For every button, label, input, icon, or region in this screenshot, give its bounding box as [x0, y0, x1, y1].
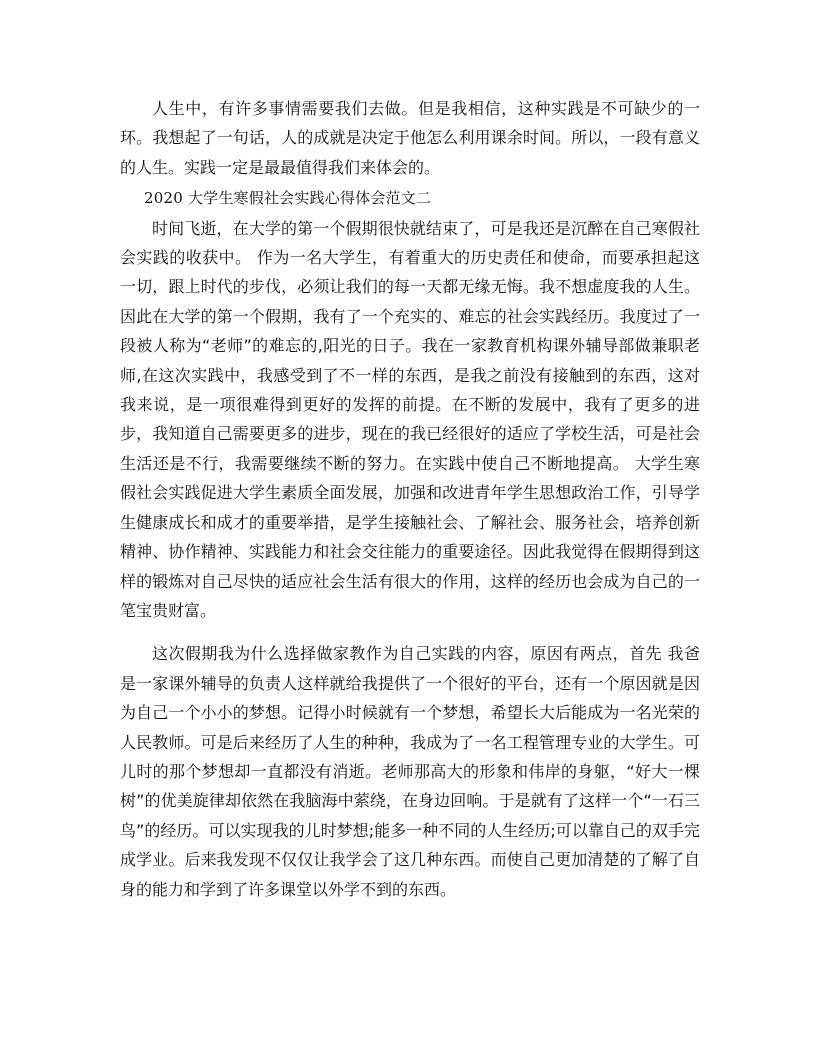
document-body	[120, 94, 700, 904]
paragraph-1: 人生中，有许多事情需要我们去做。但是我相信，这种实践是不可缺少的一环。我想起了一句话，人的成就是决定于他怎么利用课余时间。所以，一段有意义的人生。实践一定是最最值得我们来体会的。	[120, 99, 700, 177]
paragraph-2: 时间飞逝，在大学的第一个假期很快就结束了，可是我还是沉醉在自己寒假社会实践的收获中。 作为一名大学生，有着重大的历史责任和使命，而要承担起这一切，跟上时代的步伐，必须让我们的每一天都无缘无悔。我不想虚度我的人生。因此在大学的第一个假期，我有了一个充实的、难忘的社会实践经历。我度过了一段被人称为“老师”的难忘的,阳光的日子。我在一家教育机构课外辅导部做兼职老师,在这次实践中，我感受到了不一样的东西，是我之前没有接触到的东西，这对我来说，是一项很难得到更好的发挥的前提。在不断的发展中，我有了更多的进步，我知道自己需要更多的进步，现在的我已经很好的适应了学校生活，可是社会生活还是不行，我需要继续不断的努力。在实践中使自己不断地提高。 大学生寒假社会实践促进大学生素质全面发展，加强和改进青年学生思想政治工作，引导学生健康成长和成才的重要举措，是学生接触社会、了解社会、服务社会，培养创新精神、协作精神、实践能力和社会交往能力的重要途径。因此我觉得在假期得到这样的锻炼对自己尽快的适应社会生活有很大的作用，这样的经历也会成为自己的一笔宝贵财富。	[120, 218, 700, 620]
paragraph-3: 这次假期我为什么选择做家教作为自己实践的内容，原因有两点，首先 我爸是一家课外辅导的负责人这样就给我提供了一个很好的平台，还有一个原因就是因为自己一个小小的梦想。记得小时候就有一个梦想，希望长大后能成为一名光荣的人民教师。可是后来经历了人生的种种，我成为了一名工程管理专业的大学生。可儿时的那个梦想却一直都没有消逝。老师那高大的形象和伟岸的身躯，“好大一棵树”的优美旋律却依然在我脑海中萦绕，在身边回响。于是就有了这样一个“一石三鸟”的经历。可以实现我的儿时梦想;能多一种不同的人生经历;可以靠自己的双手完成学业。后来我发现不仅仅让我学会了这几种东西。而使自己更加清楚的了解了自身的能力和学到了许多课堂以外学不到的东西。	[120, 644, 700, 899]
section-heading: 2020 大学生寒假社会实践心得体会范文二	[144, 189, 432, 208]
